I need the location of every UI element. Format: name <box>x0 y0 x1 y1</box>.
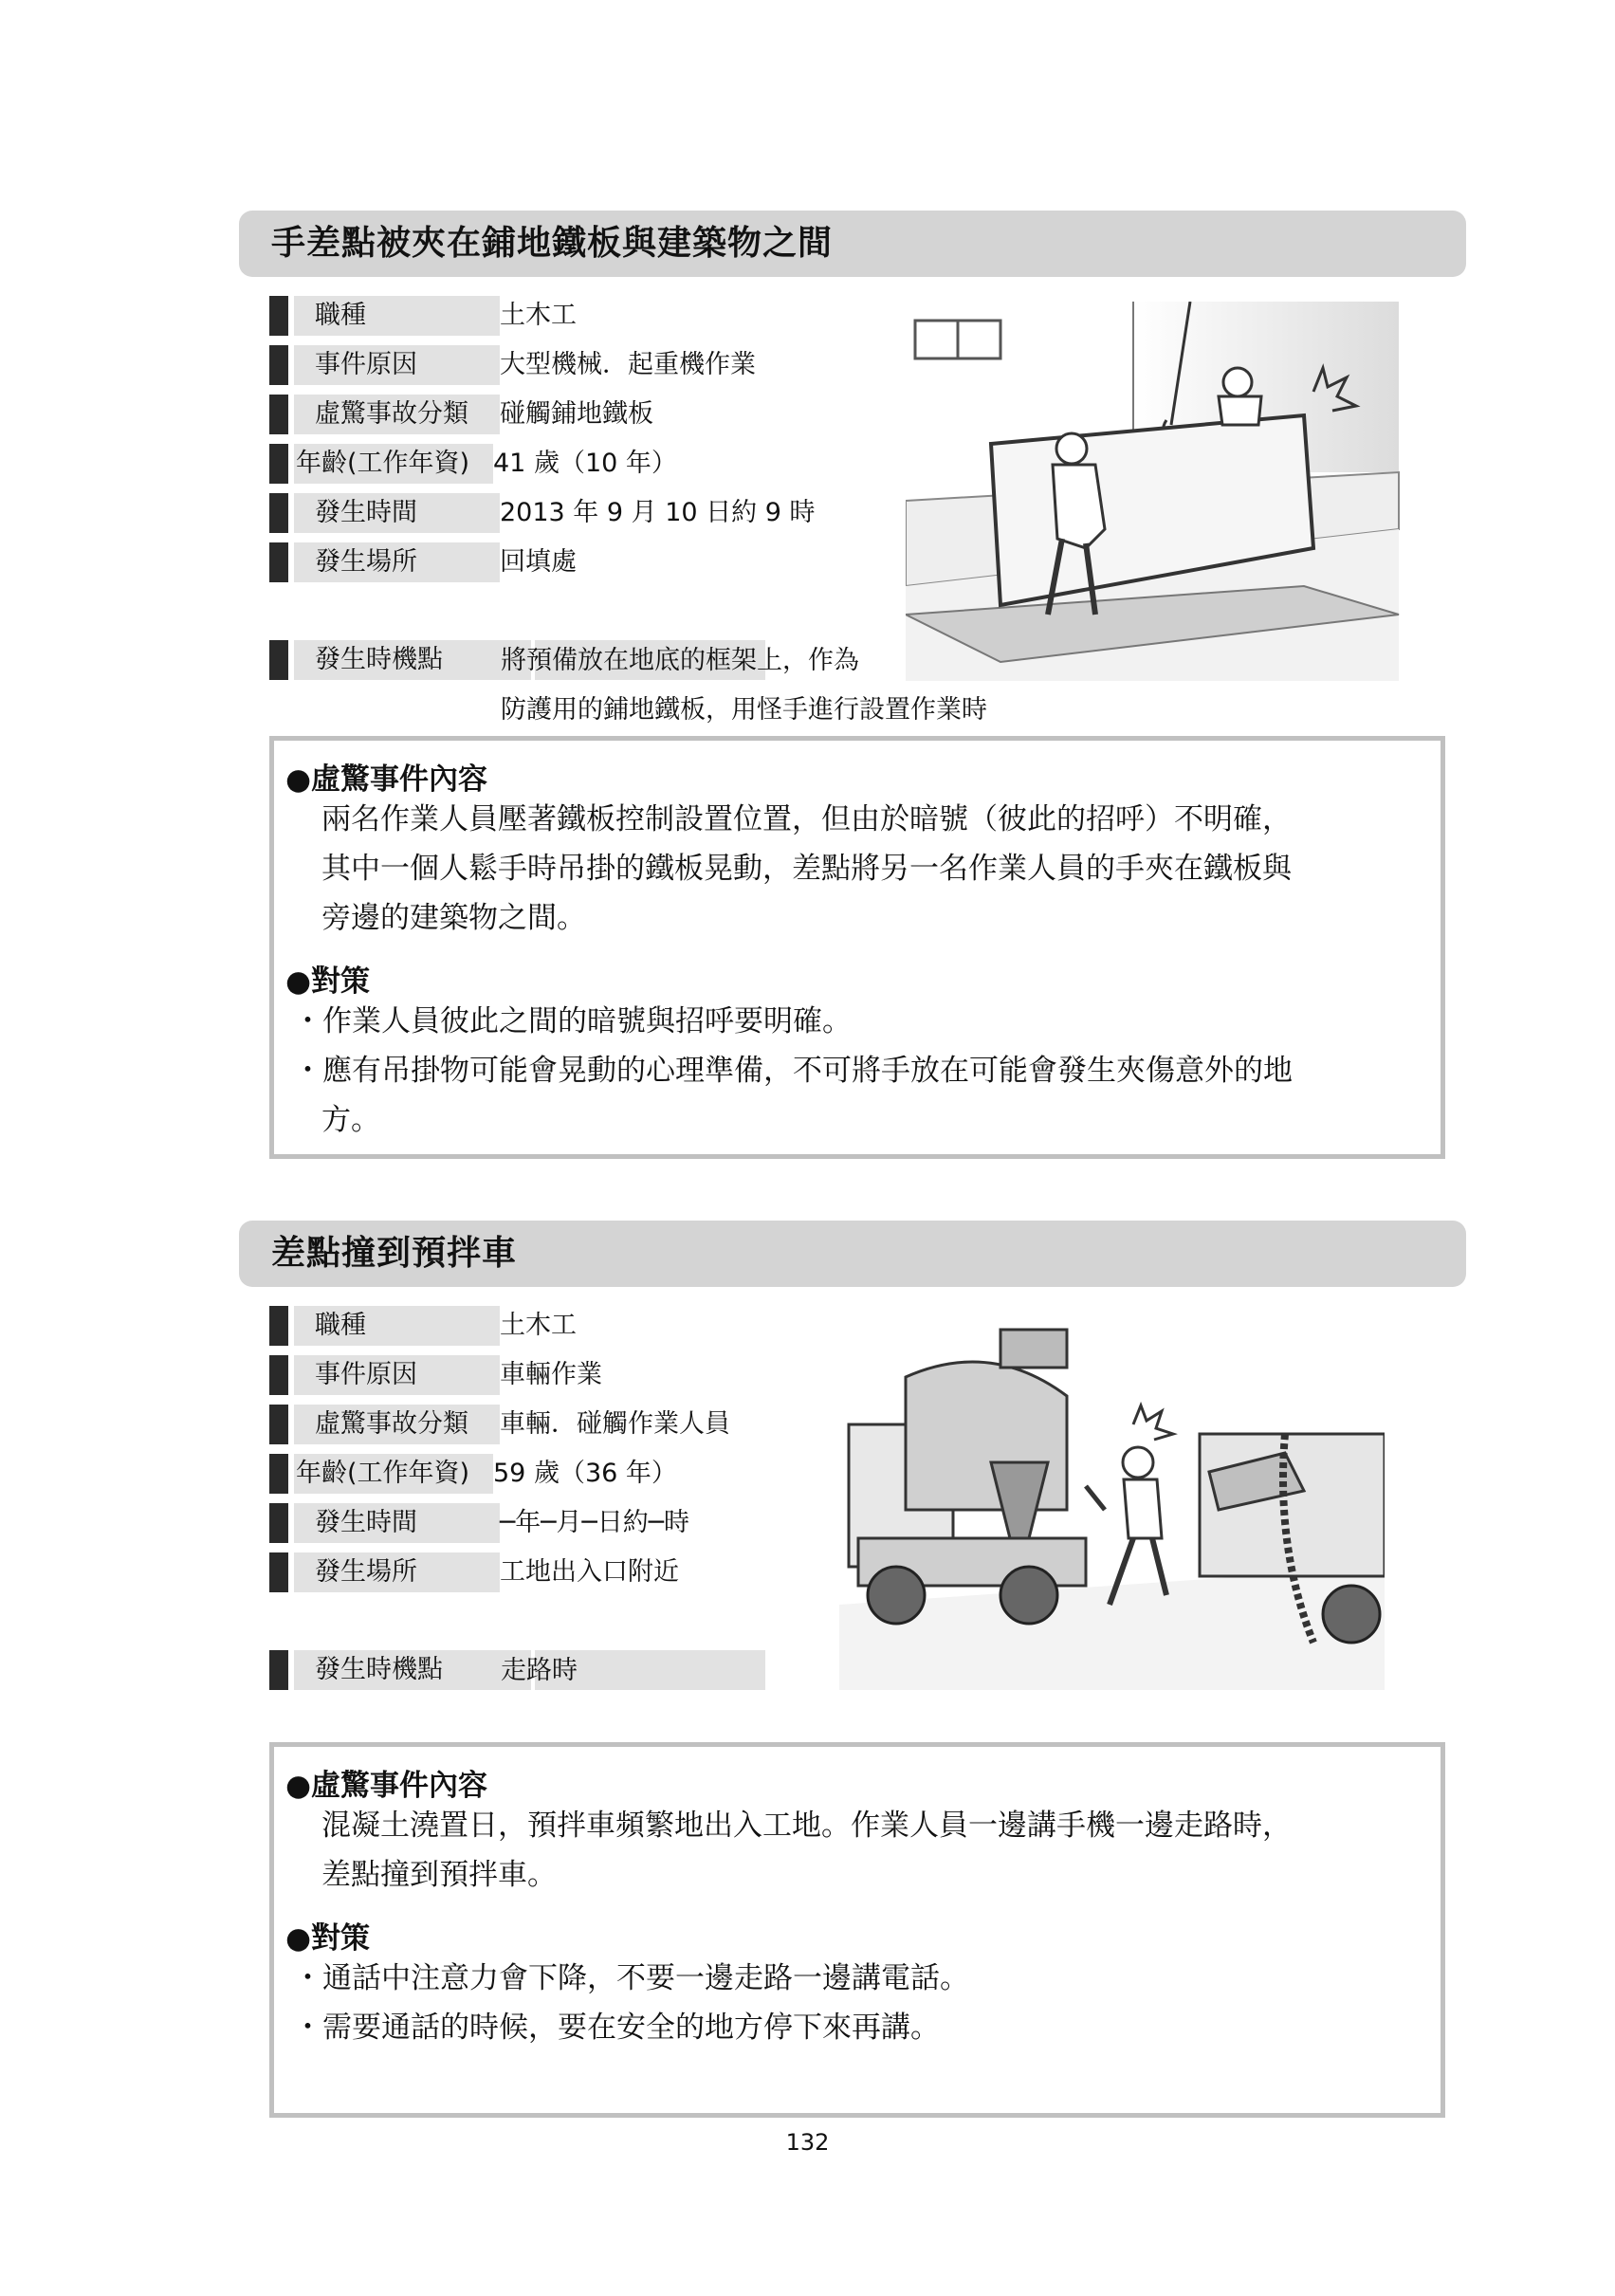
steel-plate-illustration <box>906 302 1418 681</box>
case1-content-heading: ●虛驚事件內容 <box>285 762 488 797</box>
case2-timing-line-1: 走路時 <box>501 1656 578 1685</box>
case1-content-line-2: 其中一個人鬆手時吊掛的鐵板晃動，差點將另一名作業人員的手夾在鐵板與 <box>321 852 1292 886</box>
case2-title: 差點撞到預拌車 <box>239 1221 1466 1287</box>
case1-measures-heading: ●對策 <box>285 964 371 999</box>
case1-timing-line-1: 將預備放在地底的框架上，作為 <box>501 646 859 675</box>
case2-measure-1: ・通話中注意力會下降，不要一邊走路一邊講電話。 <box>293 1961 969 1995</box>
case1-measure-2: ・應有吊掛物可能會晃動的心理準備，不可將手放在可能會發生夾傷意外的地 <box>293 1054 1293 1088</box>
case2-measures-heading: ●對策 <box>285 1921 371 1956</box>
case1-measure-2-cont: 方。 <box>321 1103 380 1137</box>
case1-detail-box <box>269 736 1445 1159</box>
case2-measure-2: ・需要通話的時候，要在安全的地方停下來再講。 <box>293 2011 940 2045</box>
case1-measure-1: ・作業人員彼此之間的暗號與招呼要明確。 <box>293 1004 852 1038</box>
case2-content-line-2: 差點撞到預拌車。 <box>321 1858 557 1892</box>
case2-content-heading: ●虛驚事件內容 <box>285 1769 488 1803</box>
mixer-truck-illustration <box>839 1320 1385 1690</box>
case2-detail-box <box>269 1742 1445 2118</box>
page-number: 132 <box>785 2129 830 2156</box>
case1-content-line-3: 旁邊的建築物之間。 <box>321 901 586 935</box>
case2-content-line-1: 混凝土澆置日，預拌車頻繁地出入工地。作業人員一邊講手機一邊走路時， <box>321 1809 1292 1843</box>
case1-title: 手差點被夾在鋪地鐵板與建築物之間 <box>239 211 1466 277</box>
case1-content-line-1: 兩名作業人員壓著鐵板控制設置位置，但由於暗號（彼此的招呼）不明確， <box>321 802 1292 836</box>
case1-timing-line-2: 防護用的鋪地鐵板，用怪手進行設置作業時 <box>501 695 987 725</box>
